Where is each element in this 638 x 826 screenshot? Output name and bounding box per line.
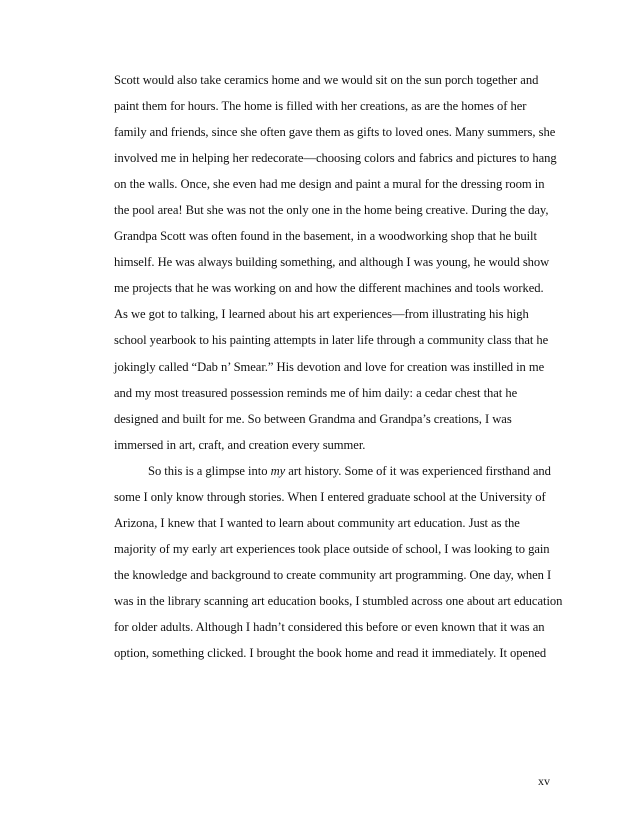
text-line: the pool area! But she was not the only one in the home being creative. During the day, [114, 203, 549, 218]
text-line: Scott would also take ceramics home and we would sit on the sun porch together and [114, 73, 539, 87]
text-line: involved me in helping her redecorate—choosing colors and fabrics and pictures to hang [114, 151, 557, 166]
text-line: jokingly called “Dab n’ Smear.” His devotion and love for creation was instilled in me [114, 359, 545, 374]
text-line: me projects that he was working on and how the different machines and tools worked. [114, 281, 544, 296]
body-text [114, 67, 563, 666]
text-line: on the walls. Once, she even had me design and paint a mural for the dressing room in [114, 177, 545, 192]
text-line: paint them for hours. The home is filled with her creations, as are the homes of her [114, 99, 527, 114]
page-number: xv [538, 774, 550, 788]
text-run: So this is a glimpse into [148, 463, 271, 478]
text-line: immersed in art, craft, and creation every summer. [114, 437, 366, 452]
text-line: As we got to talking, I learned about his art experiences—from illustrating his high [114, 307, 529, 322]
text-line: the knowledge and background to create community art programming. One day, when I [114, 567, 552, 582]
text-line: Arizona, I knew that I wanted to learn about community art education. Just as the [114, 515, 520, 530]
text-line: school yearbook to his painting attempts in later life through a community class that he [114, 333, 549, 348]
text-line: majority of my early art experiences took place outside of school, I was looking to gain [114, 541, 550, 556]
text-line: designed and built for me. So between Grandma and Grandpa’s creations, I was [114, 411, 512, 426]
text-line: himself. He was always building something, and although I was young, he would show [114, 255, 550, 270]
text-line: some I only know through stories. When I entered graduate school at the University of [114, 489, 546, 504]
text-line: option, something clicked. I brought the book home and read it immediately. It opened [114, 646, 547, 661]
text-line: and my most treasured possession reminds me of him daily: a cedar chest that he [114, 385, 518, 400]
italic-emphasis: my [270, 463, 286, 478]
text-line: family and friends, since she often gave them as gifts to loved ones. Many summers, she [114, 125, 556, 140]
paragraph-first-line [114, 458, 550, 484]
text-run: art history. Some of it was experienced firsthand and [285, 463, 551, 478]
text-line: Grandpa Scott was often found in the basement, in a woodworking shop that he built [114, 229, 537, 244]
text-line: was in the library scanning art education books, I stumbled across one about art education [114, 593, 563, 608]
text-line: for older adults. Although I hadn’t considered this before or even known that it was an [114, 619, 545, 634]
